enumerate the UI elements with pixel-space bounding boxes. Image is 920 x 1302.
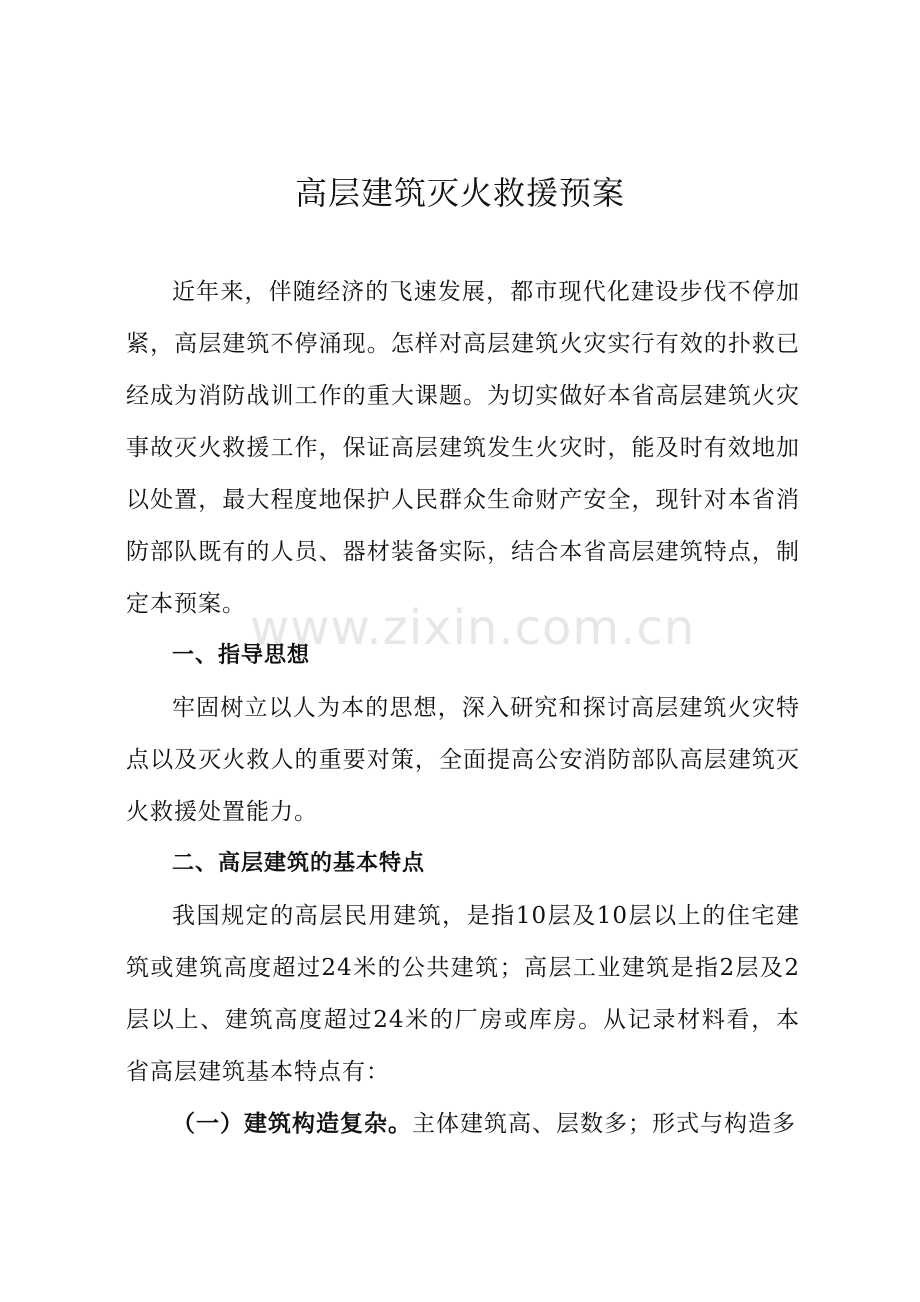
basic-features-paragraph: 我国规定的高层民用建筑，是指10层及10层以上的住宅建筑或建筑高度超过24米的公共建筑；高层工业建筑是指2层及2层以上、建筑高度超过24米的厂房或库房。从记录材料看，本省高层建筑基本特点有： [126, 903, 800, 1085]
intro-paragraph: 近年来，伴随经济的飞速发展，都市现代化建设步伐不停加紧，高层建筑不停涌现。怎样对高层建筑火灾实行有效的扑救已经成为消防战训工作的重大课题。为切实做好本省高层建筑火灾事故灭火救援工作，保证高层建筑发生火灾时，能及时有效地加以处置，最大程度地保护人民群众生命财产安全，现针对本省消防部队既有的人员、器材装备实际，结合本省高层建筑特点，制定本预案。 [126, 279, 800, 617]
feature-item-1 [126, 1098, 800, 1150]
guiding-thought-paragraph: 牢固树立以人为本的思想，深入研究和探讨高层建筑火灾特点以及灭火救人的重要对策，全面提高公安消防部队高层建筑灭火救援处置能力。 [126, 695, 800, 825]
feature-item-1-text: 主体建筑高、层数多；形式与构造多 [412, 1111, 796, 1137]
document-body [126, 266, 800, 1150]
section-heading-guiding-thought: 一、指导思想 [172, 643, 311, 668]
watermark-text: www.zixin.com.cn [250, 600, 696, 656]
section-heading-basic-features: 二、高层建筑的基本特点 [172, 851, 426, 876]
document-title: 高层建筑灭火救援预案 [294, 174, 625, 212]
feature-item-1-lead: （一）建筑构造复杂。 [172, 1111, 412, 1137]
